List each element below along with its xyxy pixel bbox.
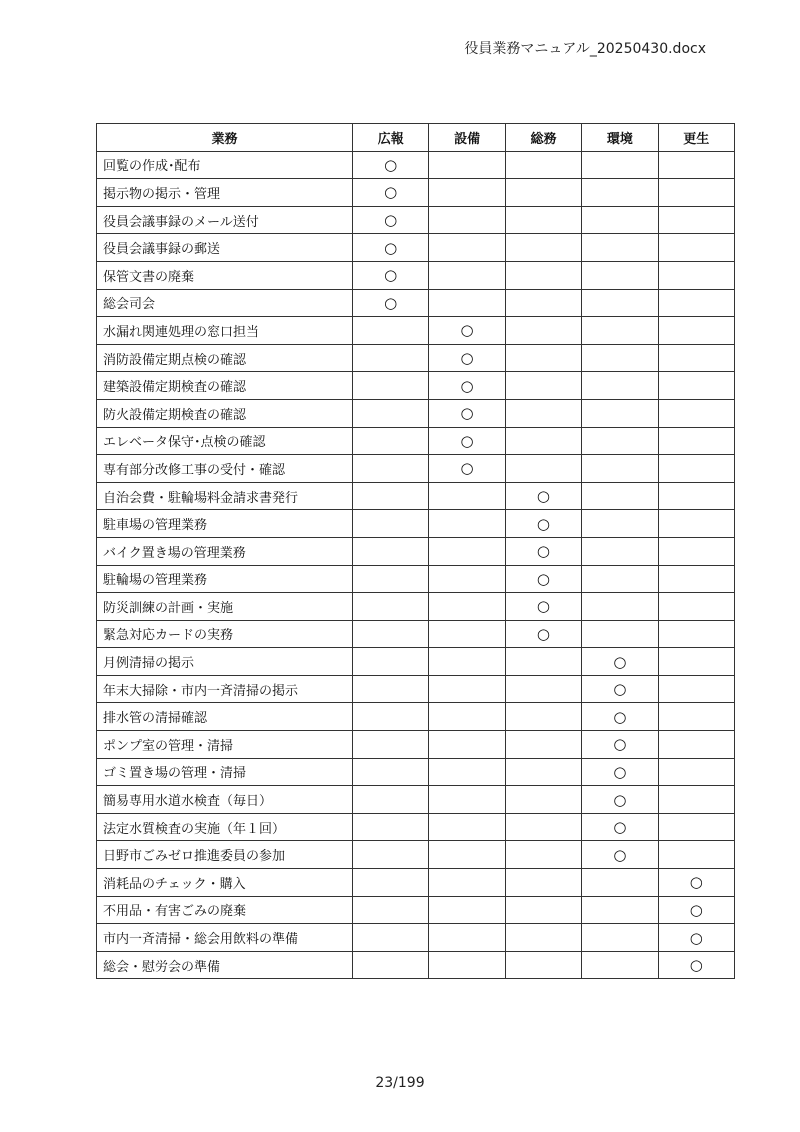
- table-row: [97, 731, 735, 759]
- empty-cell: [658, 344, 734, 372]
- assignment-mark: ○: [582, 731, 658, 759]
- task-cell: 月例清掃の掲示: [97, 648, 353, 676]
- empty-cell: [353, 317, 429, 345]
- empty-cell: [505, 344, 581, 372]
- task-cell: ポンプ室の管理・清掃: [97, 731, 353, 759]
- empty-cell: [582, 565, 658, 593]
- task-cell: 役員会議事録のメール送付: [97, 206, 353, 234]
- empty-cell: [582, 427, 658, 455]
- empty-cell: [429, 620, 505, 648]
- assignment-mark: ○: [429, 372, 505, 400]
- assignment-mark: ○: [353, 234, 429, 262]
- empty-cell: [353, 565, 429, 593]
- empty-cell: [582, 510, 658, 538]
- task-cell: 建築設備定期検査の確認: [97, 372, 353, 400]
- empty-cell: [505, 675, 581, 703]
- assignment-mark: ○: [353, 261, 429, 289]
- empty-cell: [353, 703, 429, 731]
- empty-cell: [353, 841, 429, 869]
- empty-cell: [582, 151, 658, 179]
- empty-cell: [658, 427, 734, 455]
- table-row: [97, 427, 735, 455]
- empty-cell: [505, 703, 581, 731]
- empty-cell: [429, 510, 505, 538]
- table-row: [97, 151, 735, 179]
- empty-cell: [353, 620, 429, 648]
- empty-cell: [582, 924, 658, 952]
- assignment-mark: ○: [429, 427, 505, 455]
- assignment-mark: ○: [429, 399, 505, 427]
- task-cell: 総会司会: [97, 289, 353, 317]
- empty-cell: [353, 427, 429, 455]
- task-cell: 簡易専用水道水検査（毎日）: [97, 786, 353, 814]
- task-cell: 水漏れ関連処理の窓口担当: [97, 317, 353, 345]
- empty-cell: [353, 593, 429, 621]
- table-row: [97, 951, 735, 979]
- duty-assignment-table: [96, 123, 735, 979]
- empty-cell: [582, 620, 658, 648]
- task-cell: 防火設備定期検査の確認: [97, 399, 353, 427]
- empty-cell: [658, 675, 734, 703]
- table-row: [97, 179, 735, 207]
- empty-cell: [658, 510, 734, 538]
- column-header-kouhou: 広報: [353, 124, 429, 152]
- empty-cell: [582, 455, 658, 483]
- task-cell: 掲示物の掲示・管理: [97, 179, 353, 207]
- empty-cell: [658, 317, 734, 345]
- empty-cell: [429, 675, 505, 703]
- empty-cell: [429, 731, 505, 759]
- assignment-mark: ○: [505, 565, 581, 593]
- assignment-mark: ○: [505, 510, 581, 538]
- empty-cell: [582, 951, 658, 979]
- empty-cell: [582, 179, 658, 207]
- empty-cell: [505, 317, 581, 345]
- empty-cell: [658, 261, 734, 289]
- empty-cell: [429, 151, 505, 179]
- assignment-mark: ○: [582, 675, 658, 703]
- table-row: [97, 482, 735, 510]
- empty-cell: [582, 344, 658, 372]
- empty-cell: [658, 206, 734, 234]
- assignment-mark: ○: [582, 758, 658, 786]
- table-row: [97, 786, 735, 814]
- empty-cell: [429, 289, 505, 317]
- empty-cell: [658, 841, 734, 869]
- empty-cell: [505, 648, 581, 676]
- empty-cell: [582, 317, 658, 345]
- assignment-mark: ○: [353, 289, 429, 317]
- empty-cell: [429, 537, 505, 565]
- table-row: [97, 620, 735, 648]
- empty-cell: [353, 869, 429, 897]
- empty-cell: [353, 537, 429, 565]
- empty-cell: [658, 620, 734, 648]
- empty-cell: [505, 731, 581, 759]
- empty-cell: [429, 758, 505, 786]
- empty-cell: [429, 703, 505, 731]
- table-row: [97, 372, 735, 400]
- assignment-mark: ○: [505, 482, 581, 510]
- assignment-mark: ○: [658, 951, 734, 979]
- empty-cell: [505, 758, 581, 786]
- empty-cell: [582, 896, 658, 924]
- table-row: [97, 261, 735, 289]
- empty-cell: [353, 924, 429, 952]
- table-row: [97, 896, 735, 924]
- empty-cell: [658, 758, 734, 786]
- table-row: [97, 758, 735, 786]
- table-row: [97, 455, 735, 483]
- empty-cell: [429, 924, 505, 952]
- empty-cell: [505, 455, 581, 483]
- empty-cell: [429, 206, 505, 234]
- table-row: [97, 206, 735, 234]
- empty-cell: [353, 675, 429, 703]
- empty-cell: [353, 786, 429, 814]
- empty-cell: [353, 372, 429, 400]
- empty-cell: [658, 565, 734, 593]
- empty-cell: [658, 786, 734, 814]
- empty-cell: [658, 703, 734, 731]
- empty-cell: [505, 206, 581, 234]
- empty-cell: [353, 455, 429, 483]
- empty-cell: [353, 758, 429, 786]
- column-header-kousei: 更生: [658, 124, 734, 152]
- column-header-setsubi: 設備: [429, 124, 505, 152]
- empty-cell: [429, 813, 505, 841]
- empty-cell: [353, 731, 429, 759]
- empty-cell: [582, 206, 658, 234]
- empty-cell: [429, 896, 505, 924]
- task-cell: ゴミ置き場の管理・清掃: [97, 758, 353, 786]
- empty-cell: [429, 261, 505, 289]
- assignment-mark: ○: [429, 317, 505, 345]
- empty-cell: [353, 399, 429, 427]
- empty-cell: [658, 648, 734, 676]
- empty-cell: [505, 869, 581, 897]
- empty-cell: [353, 482, 429, 510]
- empty-cell: [505, 151, 581, 179]
- assignment-mark: ○: [582, 703, 658, 731]
- table-row: [97, 593, 735, 621]
- empty-cell: [505, 896, 581, 924]
- empty-cell: [658, 537, 734, 565]
- task-cell: 消防設備定期点検の確認: [97, 344, 353, 372]
- task-cell: 不用品・有害ごみの廃棄: [97, 896, 353, 924]
- task-cell: 緊急対応カードの実務: [97, 620, 353, 648]
- assignment-mark: ○: [582, 813, 658, 841]
- task-cell: 総会・慰労会の準備: [97, 951, 353, 979]
- task-cell: エレベータ保守･点検の確認: [97, 427, 353, 455]
- task-cell: 駐輪場の管理業務: [97, 565, 353, 593]
- empty-cell: [582, 537, 658, 565]
- task-cell: 専有部分改修工事の受付・確認: [97, 455, 353, 483]
- empty-cell: [353, 510, 429, 538]
- assignment-mark: ○: [353, 206, 429, 234]
- empty-cell: [582, 593, 658, 621]
- assignment-mark: ○: [582, 648, 658, 676]
- empty-cell: [505, 289, 581, 317]
- empty-cell: [505, 786, 581, 814]
- empty-cell: [658, 399, 734, 427]
- empty-cell: [429, 869, 505, 897]
- assignment-mark: ○: [353, 179, 429, 207]
- empty-cell: [658, 455, 734, 483]
- table-header-row: [97, 124, 735, 152]
- task-cell: 市内一斉清掃・総会用飲料の準備: [97, 924, 353, 952]
- empty-cell: [429, 179, 505, 207]
- task-cell: 駐車場の管理業務: [97, 510, 353, 538]
- empty-cell: [658, 813, 734, 841]
- assignment-mark: ○: [429, 344, 505, 372]
- empty-cell: [429, 786, 505, 814]
- empty-cell: [582, 289, 658, 317]
- empty-cell: [582, 399, 658, 427]
- task-cell: バイク置き場の管理業務: [97, 537, 353, 565]
- empty-cell: [658, 372, 734, 400]
- empty-cell: [505, 179, 581, 207]
- task-cell: 年末大掃除・市内一斉清掃の掲示: [97, 675, 353, 703]
- empty-cell: [658, 151, 734, 179]
- empty-cell: [582, 234, 658, 262]
- empty-cell: [353, 648, 429, 676]
- empty-cell: [505, 427, 581, 455]
- assignment-mark: ○: [505, 537, 581, 565]
- task-cell: 自治会費・駐輪場料金請求書発行: [97, 482, 353, 510]
- table-row: [97, 924, 735, 952]
- empty-cell: [353, 344, 429, 372]
- empty-cell: [658, 234, 734, 262]
- empty-cell: [505, 399, 581, 427]
- task-cell: 防災訓練の計画・実施: [97, 593, 353, 621]
- table-row: [97, 537, 735, 565]
- empty-cell: [505, 951, 581, 979]
- column-header-soumu: 総務: [505, 124, 581, 152]
- column-header-task: 業務: [97, 124, 353, 152]
- empty-cell: [505, 234, 581, 262]
- empty-cell: [429, 482, 505, 510]
- page-number: 23/199: [375, 1075, 425, 1091]
- empty-cell: [582, 372, 658, 400]
- assignment-mark: ○: [353, 151, 429, 179]
- table-row: [97, 869, 735, 897]
- empty-cell: [658, 731, 734, 759]
- empty-cell: [353, 896, 429, 924]
- task-cell: 日野市ごみゼロ推進委員の参加: [97, 841, 353, 869]
- table-row: [97, 841, 735, 869]
- document-filename: 役員業務マニュアル_20250430.docx: [464, 41, 706, 57]
- table-row: [97, 675, 735, 703]
- empty-cell: [658, 482, 734, 510]
- table-body: [97, 151, 735, 979]
- empty-cell: [429, 234, 505, 262]
- empty-cell: [658, 179, 734, 207]
- empty-cell: [582, 869, 658, 897]
- table-row: [97, 234, 735, 262]
- empty-cell: [505, 372, 581, 400]
- column-header-kankyou: 環境: [582, 124, 658, 152]
- empty-cell: [582, 261, 658, 289]
- table-row: [97, 317, 735, 345]
- table-row: [97, 565, 735, 593]
- table-row: [97, 399, 735, 427]
- table-row: [97, 344, 735, 372]
- table-row: [97, 510, 735, 538]
- assignment-mark: ○: [658, 924, 734, 952]
- assignment-mark: ○: [658, 896, 734, 924]
- empty-cell: [505, 841, 581, 869]
- empty-cell: [429, 951, 505, 979]
- task-cell: 法定水質検査の実施（年１回）: [97, 813, 353, 841]
- empty-cell: [429, 565, 505, 593]
- table-row: [97, 648, 735, 676]
- empty-cell: [582, 482, 658, 510]
- empty-cell: [429, 593, 505, 621]
- empty-cell: [505, 813, 581, 841]
- assignment-mark: ○: [505, 620, 581, 648]
- empty-cell: [353, 951, 429, 979]
- empty-cell: [658, 593, 734, 621]
- task-cell: 役員会議事録の郵送: [97, 234, 353, 262]
- task-cell: 排水管の清掃確認: [97, 703, 353, 731]
- assignment-mark: ○: [658, 869, 734, 897]
- assignment-mark: ○: [582, 786, 658, 814]
- empty-cell: [505, 924, 581, 952]
- empty-cell: [658, 289, 734, 317]
- table-row: [97, 703, 735, 731]
- empty-cell: [429, 648, 505, 676]
- task-cell: 保管文書の廃棄: [97, 261, 353, 289]
- assignment-mark: ○: [582, 841, 658, 869]
- table-row: [97, 813, 735, 841]
- table-row: [97, 289, 735, 317]
- task-cell: 消耗品のチェック・購入: [97, 869, 353, 897]
- empty-cell: [429, 841, 505, 869]
- empty-cell: [505, 261, 581, 289]
- assignment-mark: ○: [505, 593, 581, 621]
- empty-cell: [353, 813, 429, 841]
- assignment-mark: ○: [429, 455, 505, 483]
- task-cell: 回覧の作成･配布: [97, 151, 353, 179]
